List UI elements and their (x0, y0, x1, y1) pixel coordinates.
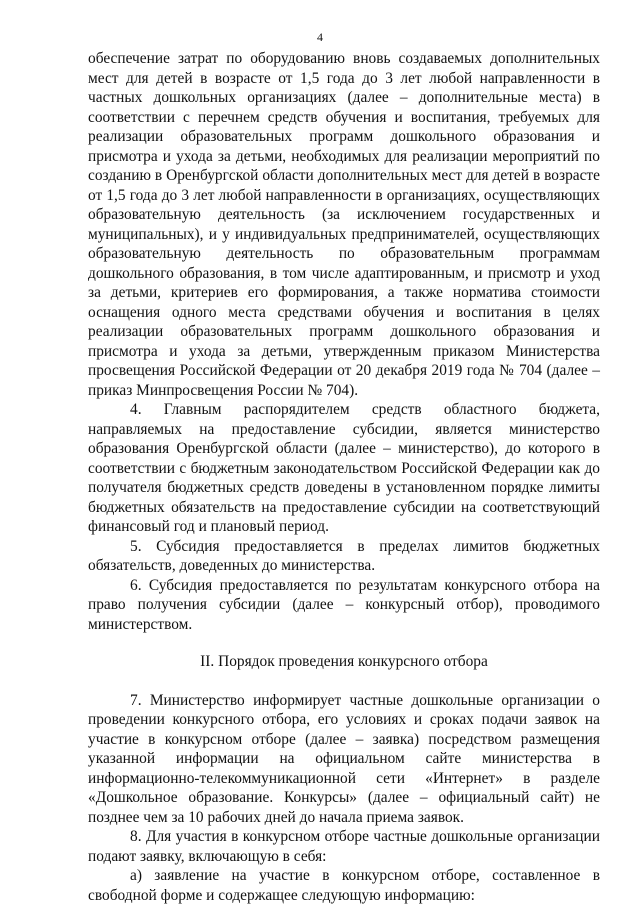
paragraph-7: 7. Министерство информирует частные дошкольные организации о проведении конкурсного отбора, его условиях и сроках подачи заявок на участие в конкурсном отборе (далее – заявка) посредством размещения указанной информации на официальном сайте министерства в информационно-телекоммуникационной сети «Интернет» в разделе «Дошкольное образование. Конкурсы» (далее – официальный сайт) не позднее чем за 10 рабочих дней до начала приема заявок. (88, 691, 600, 826)
paragraph-4: 4. Главным распорядителем средств областного бюджета, направляемых на предоставление субсидии, является министерство образования Оренбургской области (далее – министерство), до которого в соответствии с бюджетным законодательством Российской Федерации как до получателя бюджетных средств доведены в установленном порядке лимиты бюджетных обязательств на предоставление субсидии на соответствующий финансовый год и плановый период. (88, 401, 600, 535)
page-number: 4 (317, 30, 323, 44)
paragraph-8a: а) заявление на участие в конкурсном отборе, составленное в свободной форме и содержащее следующую информацию: (88, 867, 600, 904)
section-heading: II. Порядок проведения конкурсного отбора (200, 653, 488, 670)
paragraph-5: 5. Субсидия предоставляется в пределах лимитов бюджетных обязательств, доведенных до министерства. (88, 537, 600, 574)
paragraph-6: 6. Субсидия предоставляется по результатам конкурсного отбора на право получения субсидии (далее – конкурсный отбор), проводимого министерством. (88, 576, 600, 633)
document-body (88, 49, 600, 905)
paragraph-continuation: обеспечение затрат по оборудованию вновь создаваемых дополнительных мест для детей в возрасте от 1,5 года до 3 лет любой направленности в частных дошкольных организациях (далее – дополнительные места) в соответствии с перечнем средств обучения и воспитания, требуемых для реализации образовательных программ дошкольного образования и присмотра и ухода за детьми, необходимых для реализации мероприятий по созданию в Оренбургской области дополнительных мест для детей в возрасте от 1,5 года до 3 лет любой направленности в организациях, осуществляющих образовательную деятельность (за исключением государственных и муниципальных), и у индивидуальных предпринимателей, осуществляющих образовательную деятельность по образовательным программам дошкольного образования, в том числе адаптированным, и присмотр и уход за детьми, критериев его формирования, а также норматива стоимости оснащения одного места средствами обучения и воспитания в целях реализации образовательных программ дошкольного образования и присмотра и ухода за детьми, утвержденным приказом Министерства просвещения Российской Федерации от 20 декабря 2019 года № 704 (далее – приказ Минпросвещения России № 704). (88, 50, 600, 399)
paragraph-8: 8. Для участия в конкурсном отборе частные дошкольные организации подают заявку, включающую в себя: (88, 828, 600, 865)
